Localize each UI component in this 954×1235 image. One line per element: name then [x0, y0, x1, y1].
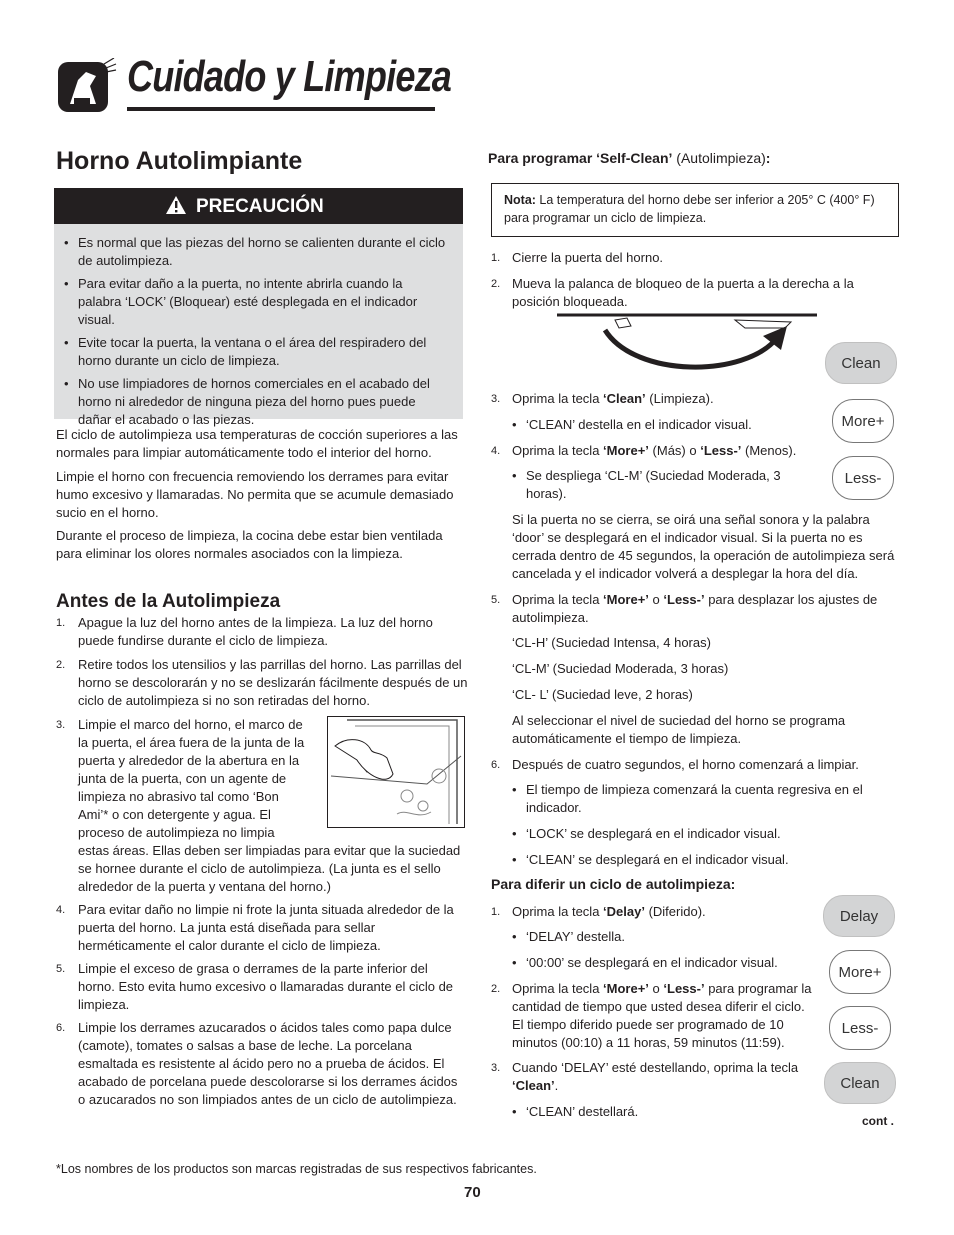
step-number: 5.	[56, 963, 66, 975]
less-key[interactable]: Less-	[832, 456, 894, 500]
caution-box	[54, 224, 463, 427]
key-ref: ‘Clean’	[512, 1078, 555, 1093]
step-number: 2.	[491, 278, 501, 290]
note-box	[491, 183, 899, 237]
program-step-2: Mueva la palanca de bloqueo de la puerta a la derecha a la posición bloqueada.	[512, 276, 854, 309]
key-ref: ‘Less-’	[663, 981, 705, 996]
header-icon	[56, 58, 110, 112]
door-paragraph: Si la puerta no se cierra, se oirá una señal sonora y la palabra ‘door’ se desplegará en el indicador visual. Si la puerta no es cerrada dentro de 45 segundos, la operación de autolimpieza será cancelada y el indicador volverá a desplegar la hora del día.	[512, 512, 895, 581]
less-key[interactable]: Less-	[829, 1006, 891, 1050]
text: o	[648, 981, 664, 996]
bullet-item: • ‘CLEAN’ destellará.	[526, 1103, 806, 1121]
intro-paragraph: Durante el proceso de limpieza, la cocina debe estar bien ventilada para eliminar los olores normales asociados con la limpieza.	[56, 528, 443, 561]
program-heading-colon: :	[765, 150, 771, 166]
program-heading-normal: (Autolimpieza)	[672, 150, 766, 166]
bullet-item: • ‘DELAY’ destella.	[526, 928, 806, 946]
note-text: La temperatura del horno debe ser inferior a 205° C (400° F) para programar un ciclo de limpieza.	[504, 193, 875, 225]
before-item-text: Limpie el marco del horno, el marco de la puerta, el área fuera de la junta de la puerta y alrededor de la abertura en la junta de la puerta, con un agente de limpieza no abrasivo tal como ‘Bon Ami’* o con detergente y agua. El proceso de autolimpieza no limpia estas áreas. Ellas deben ser limpiadas para evitar que la suciedad se hornee durante el ciclo de autolimpieza. (La junta es el sello alrededor de la puerta y ventana del horno.)	[78, 717, 461, 894]
text: Oprima la tecla	[512, 443, 604, 458]
delay-steps	[491, 903, 821, 1123]
step-number: 2.	[56, 659, 66, 671]
before-item: Retire todos los utensilios y las parrillas del horno. Las parrillas del horno se descolorarán y no se deslizarán fácilmente después de un ciclo de autolimpieza si no son retiradas del horno.	[78, 657, 468, 708]
intro-paragraph: Limpie el horno con frecuencia removiendo los derrames para evitar humo excesivo y llamaradas. No permita que se acumule demasiado sucio en el horno.	[56, 469, 454, 520]
section-title: Horno Autolimpiante	[56, 147, 303, 175]
step-number: 1.	[56, 617, 66, 629]
bullet-item: • El tiempo de limpieza comenzará la cuenta regresiva en el indicador.	[526, 781, 886, 817]
text: (Limpieza).	[645, 391, 714, 406]
bullet-item: • ‘00:00’ se desplegará en el indicador visual.	[526, 954, 816, 972]
step-number: 3.	[56, 719, 66, 731]
text: (Menos).	[741, 443, 797, 458]
key-ref: ‘Clean’	[603, 391, 646, 406]
program-step-1: Cierre la puerta del horno.	[512, 250, 664, 265]
page-number: 70	[464, 1184, 481, 1201]
key-ref: ‘Less-’	[663, 592, 705, 607]
oven-cleaning-illustration	[327, 716, 465, 828]
bullet-item: • ‘LOCK’ se desplegará en el indicador visual.	[526, 825, 886, 843]
note-label: Nota:	[504, 193, 536, 207]
key-ref: ‘Less-’	[700, 443, 742, 458]
bullet-item: • Se despliega ‘CL-M’ (Suciedad Moderada, 3 horas).	[526, 467, 786, 503]
program-heading	[488, 150, 770, 166]
text: Cuando ‘DELAY’ esté destellando, oprima la tecla	[512, 1060, 799, 1075]
before-item: Limpie los derrames azucarados o ácidos tales como papa dulce (camote), tomates o salsas a base de leche. La porcelana esmaltada es resistente al ácido pero no a prueba de ácidos. El acabado de porcelana puede descolorarse si los derrames ácidos o azucarados no son limpiados antes de un ciclo de autolimpieza.	[78, 1020, 458, 1107]
more-key[interactable]: More+	[829, 950, 891, 994]
step-number: 1.	[491, 906, 501, 918]
key-ref: ‘Delay’	[603, 904, 645, 919]
clean-key[interactable]: Clean	[825, 342, 897, 384]
text: para programar la cantidad de tiempo que usted desea diferir el ciclo. El tiempo diferido puede ser programado de 10 minutos (00:10) a 11 horas, 59 minutos (11:59).	[512, 981, 812, 1050]
step-number: 2.	[491, 983, 501, 995]
delay-key[interactable]: Delay	[823, 895, 895, 937]
caution-bar	[54, 188, 463, 224]
before-item: Limpie el exceso de grasa o derrames de la parte inferior del horno. Esto evita humo excesivo o llamaradas durante el ciclo de limpieza.	[78, 961, 454, 1012]
soil-level: ‘CL-M’ (Suciedad Moderada, 3 horas)	[512, 661, 729, 676]
key-ref: ‘More+’	[603, 981, 649, 996]
step-number: 3.	[491, 1062, 501, 1074]
text: Oprima la tecla	[512, 391, 604, 406]
program-step-6: Después de cuatro segundos, el horno comenzará a limpiar.	[512, 757, 859, 772]
program-heading-bold: Para programar ‘Self-Clean’	[488, 150, 673, 166]
more-key[interactable]: More+	[832, 399, 894, 443]
step-number: 4.	[491, 445, 501, 457]
caution-label: PRECAUCIÓN	[196, 196, 324, 217]
step-number: 4.	[56, 904, 66, 916]
text: Oprima la tecla	[512, 592, 604, 607]
before-item: Para evitar daño no limpie ni frote la junta situada alrededor de la puerta del horno. La junta está diseñada para sellar herméticamente el calor durante el ciclo de limpieza.	[78, 902, 454, 953]
intro-paragraph: El ciclo de autolimpieza usa temperaturas de cocción superiores a las normales para limpiar automáticamente todo el interior del horno.	[56, 427, 458, 460]
key-ref: ‘More+’	[603, 592, 649, 607]
clean-key[interactable]: Clean	[824, 1062, 896, 1104]
text: Oprima la tecla	[512, 981, 604, 996]
step-number: 3.	[491, 393, 501, 405]
text: Oprima la tecla	[512, 904, 604, 919]
continued-label: cont .	[862, 1114, 894, 1128]
soil-level: ‘CL-H’ (Suciedad Intensa, 4 horas)	[512, 635, 711, 650]
warning-icon	[165, 195, 187, 221]
program-step-3	[512, 390, 812, 408]
step-number: 6.	[56, 1022, 66, 1034]
step-number: 6.	[491, 759, 501, 771]
text: para desplazar los ajustes de autolimpieza.	[512, 592, 878, 625]
text: (Diferido).	[644, 904, 706, 919]
soil-level: ‘CL- L’ (Suciedad leve, 2 horas)	[512, 687, 693, 702]
footnote: *Los nombres de los productos son marcas registradas de sus respectivos fabricantes.	[56, 1162, 537, 1176]
caution-item: • Evite tocar la puerta, la ventana o el área del respiradero del horno durante un ciclo de limpieza.	[54, 334, 446, 370]
program-step-5	[512, 591, 892, 627]
header-rule	[127, 107, 435, 111]
before-item: Apague la luz del horno antes de la limpieza. La luz del horno puede fundirse durante el ciclo de limpieza.	[78, 615, 433, 648]
delay-step-3	[512, 1059, 812, 1095]
caution-item: • Es normal que las piezas del horno se calienten durante el ciclo de autolimpieza.	[54, 234, 446, 270]
page-header-title: Cuidado y Limpieza	[127, 52, 452, 101]
door-lock-lever-illustration	[555, 308, 820, 374]
caution-item: • No use limpiadores de hornos comerciales en el acabado del horno ni alrededor de ninguna pieza del horno pues puede dañar el acabado o las piezas.	[54, 375, 446, 429]
text: o	[648, 592, 664, 607]
delay-heading: Para diferir un ciclo de autolimpieza:	[491, 876, 736, 892]
soil-paragraph: Al seleccionar el nivel de suciedad del horno se programa automáticamente el tiempo de limpieza.	[512, 713, 846, 746]
step-number: 5.	[491, 594, 501, 606]
delay-step-1	[512, 903, 812, 921]
caution-item: • Para evitar daño a la puerta, no intente abrirla cuando la palabra ‘LOCK’ (Bloquear) esté desplegada en el indicador visual.	[54, 275, 446, 329]
text: (Más) o	[648, 443, 701, 458]
bullet-item: • ‘CLEAN’ destella en el indicador visual.	[526, 416, 806, 434]
program-step-4	[512, 442, 822, 460]
before-title: Antes de la Autolimpieza	[56, 591, 281, 612]
text: .	[554, 1078, 559, 1093]
delay-step-2	[512, 980, 812, 1052]
key-ref: ‘More+’	[603, 443, 649, 458]
before-list	[56, 614, 468, 1114]
bullet-item: • ‘CLEAN’ se desplegará en el indicador visual.	[526, 851, 886, 869]
step-number: 1.	[491, 252, 501, 264]
